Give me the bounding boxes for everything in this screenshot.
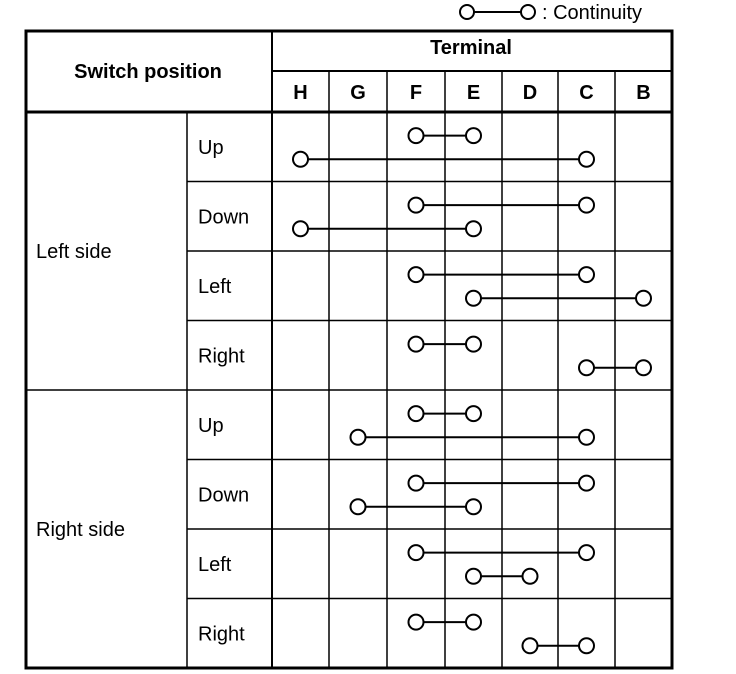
terminal-circle <box>523 638 538 653</box>
legend <box>460 2 642 24</box>
terminal-circle <box>466 337 481 352</box>
terminal-circle <box>409 476 424 491</box>
legend-terminal-circle <box>521 5 535 19</box>
terminal-label: F <box>409 82 423 104</box>
group-label: Right side <box>36 519 125 541</box>
group-label: Left side <box>36 241 112 263</box>
terminal-label: H <box>293 82 308 104</box>
terminal-circle <box>409 615 424 630</box>
legend-terminal-circle <box>460 5 474 19</box>
terminal-circle <box>579 476 594 491</box>
position-label: Right <box>198 623 245 646</box>
terminal-circle <box>409 337 424 352</box>
terminal-circle <box>409 198 424 213</box>
terminal-circle <box>579 430 594 445</box>
terminal-circle <box>409 128 424 143</box>
terminal-circle <box>409 406 424 421</box>
terminal-circle <box>351 499 366 514</box>
terminal-label: E <box>466 82 481 104</box>
terminal-header: Terminal <box>430 37 512 59</box>
terminal-circle <box>466 291 481 306</box>
terminal-circle <box>579 267 594 282</box>
terminal-circle <box>579 198 594 213</box>
table-border <box>26 31 672 668</box>
legend-label: : Continuity <box>542 2 643 24</box>
terminal-circle <box>409 267 424 282</box>
terminal-label: G <box>350 82 366 104</box>
terminal-circle <box>466 128 481 143</box>
terminal-circle <box>579 360 594 375</box>
switch-position-header: Switch position <box>74 61 222 83</box>
position-label: Left <box>198 275 232 298</box>
terminal-circle <box>409 545 424 560</box>
terminal-circle <box>466 615 481 630</box>
terminal-label: C <box>579 82 594 104</box>
terminal-circle <box>636 360 651 375</box>
terminal-circle <box>466 221 481 236</box>
terminal-circle <box>579 638 594 653</box>
terminal-label: B <box>636 82 651 104</box>
position-label: Left <box>198 553 232 576</box>
position-label: Right <box>198 345 245 368</box>
terminal-circle <box>466 406 481 421</box>
position-label: Up <box>198 414 224 437</box>
terminal-header-row <box>293 82 650 104</box>
terminal-circle <box>523 569 538 584</box>
table-grid <box>26 31 672 668</box>
terminal-circle <box>579 545 594 560</box>
terminal-circle <box>636 291 651 306</box>
position-label: Down <box>198 206 250 229</box>
position-label: Down <box>198 484 250 507</box>
terminal-circle <box>293 221 308 236</box>
position-label: Up <box>198 136 224 159</box>
terminal-label: D <box>522 82 538 104</box>
row-labels <box>36 137 249 646</box>
terminal-circle <box>466 569 481 584</box>
terminal-circle <box>293 152 308 167</box>
terminal-circle <box>351 430 366 445</box>
terminal-circle <box>466 499 481 514</box>
terminal-circle <box>579 152 594 167</box>
